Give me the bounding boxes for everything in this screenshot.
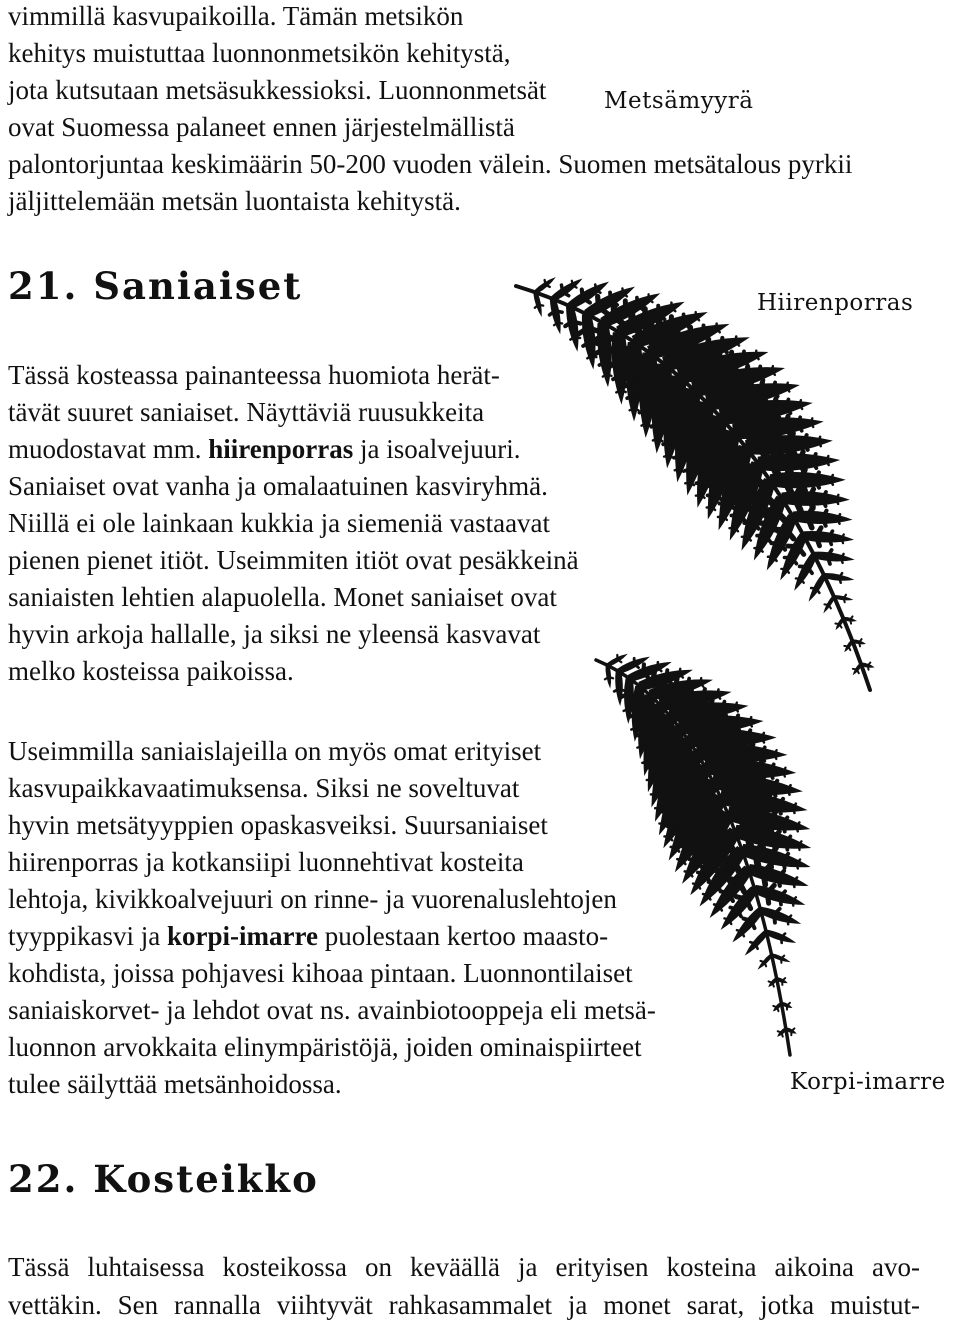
fern-lobe [765, 962, 767, 966]
fern-lobe [703, 689, 705, 697]
s21-p1-line: hyvin arkoja hallalle, ja siksi ne yleensä kasvavat [8, 619, 541, 649]
s22-line [8, 1249, 920, 1286]
intro-line: kehitys muistuttaa luonnonmetsikön kehitystä, [8, 38, 511, 68]
caption-metsamyyra: Metsämyyrä [604, 88, 754, 114]
s21-p2-line: luonnon arvokkaita elinympäristöjä, joiden ominaispiirteet [8, 1032, 642, 1062]
fern-lobe [674, 688, 678, 702]
intro-line: vimmillä kasvupaikoilla. Tämän metsikön [8, 1, 464, 31]
text-run: Tässä luhtaisessa kosteikossa on keväällä ja erityisen kosteina aikoina avo- [8, 1252, 920, 1282]
s21-p1-line: saniaisten lehtien alapuolella. Monet saniaiset ovat [8, 582, 557, 612]
s21-p2-line: tulee säilyttää metsänhoidossa. [8, 1069, 342, 1099]
fern-lobe [688, 678, 689, 685]
section-heading-22: 22. Kosteikko [8, 1157, 319, 1201]
s21-p1-line: Niillä ei ole lainkaan kukkia ja siemeniä vastaavat [8, 508, 551, 538]
text-run: ja isoalvejuuri. [353, 434, 521, 464]
fern-lobe [777, 1007, 778, 1011]
text-run: muodostavat mm. [8, 434, 209, 464]
s22-line [8, 1287, 920, 1324]
s21-p1-line: Tässä kosteassa painanteessa huomiota herät- [8, 360, 500, 390]
s21-p1-line: tävät suuret saniaiset. Näyttäviä ruusukkeita [8, 397, 485, 427]
fern-lobe [735, 715, 738, 722]
s21-p2-line: hiirenporras ja kotkansiipi luonnehtivat kosteita [8, 847, 524, 877]
fern-lobe [735, 703, 737, 708]
s21-p1-line: Saniaiset ovat vanha ja omalaatuinen kasviryhmä. [8, 471, 548, 501]
s21-p2-line: Useimmilla saniaislajeilla on myös omat erityiset [8, 736, 542, 766]
s21-p2-line: lehtoja, kivikkoalvejuuri on rinne- ja vuorenaluslehtojen [8, 884, 617, 914]
s21-p2-line: saniaiskorvet- ja lehdot ovat ns. avainbiotooppeja eli metsä- [8, 995, 656, 1025]
s21-p2-line: hyvin metsätyyppien opaskasveiksi. Suursaniaiset [8, 810, 548, 840]
bold-term-hiirenporras: hiirenporras [208, 434, 354, 464]
fern-lobe [781, 1033, 782, 1037]
s21-p2-line: kasvupaikkavaatimuksensa. Siksi ne soveltuvat [8, 773, 520, 803]
intro-line: jäljittelemään metsän luontaista kehitystä. [8, 186, 461, 216]
intro-line: ovat Suomessa palaneet ennen järjestelmällistä [8, 112, 515, 142]
fern-lobe [643, 664, 644, 672]
fern-lobe [749, 717, 751, 722]
fern-lobe [693, 710, 699, 726]
fern-lobe [653, 671, 654, 682]
bold-term-korpi-imarre: korpi-imarre [166, 921, 318, 951]
s21-p1-line [8, 431, 520, 468]
s21-p2-line [8, 918, 608, 955]
fern-lobe [680, 669, 681, 674]
s21-p1-line: pienen pienet itiöt. Useimmiten itiöt ovat pesäkkeinä [8, 545, 579, 575]
text-run: puolestaan kertoo maasto- [317, 921, 609, 951]
section-heading-21: 21. Saniaiset [8, 264, 303, 308]
fern-lobe [717, 689, 718, 694]
caption-hiirenporras: Hiirenporras [757, 290, 914, 316]
fern-lobe [609, 677, 613, 678]
s21-p1-line: melko kosteissa paikoissa. [8, 656, 294, 686]
fern-lobe [772, 983, 773, 987]
intro-line: jota kutsutaan metsäsukkessioksi. Luonnonmetsät [8, 75, 547, 105]
intro-line: palontorjuntaa keskimäärin 50-200 vuoden välein. Suomen metsätalous pyrkii [8, 149, 853, 179]
caption-korpi-imarre: Korpi-imarre [790, 1069, 946, 1095]
text-run: vettäkin. Sen rannalla viihtyvät rahkasammalet ja monet sarat, jotka muistut- [8, 1290, 920, 1320]
fern-lobe [722, 702, 724, 709]
fern-lobe [662, 679, 664, 692]
text-run: tyyppikasvi ja [8, 921, 167, 951]
fern-lobe [619, 689, 624, 691]
fern-lobe [791, 1028, 794, 1031]
fern-lobe [682, 698, 687, 713]
fern-lobe [700, 678, 701, 683]
s21-p2-line: kohdista, joissa pohjavesi kihoaa pintaan. Luonnontilaiset [8, 958, 633, 988]
